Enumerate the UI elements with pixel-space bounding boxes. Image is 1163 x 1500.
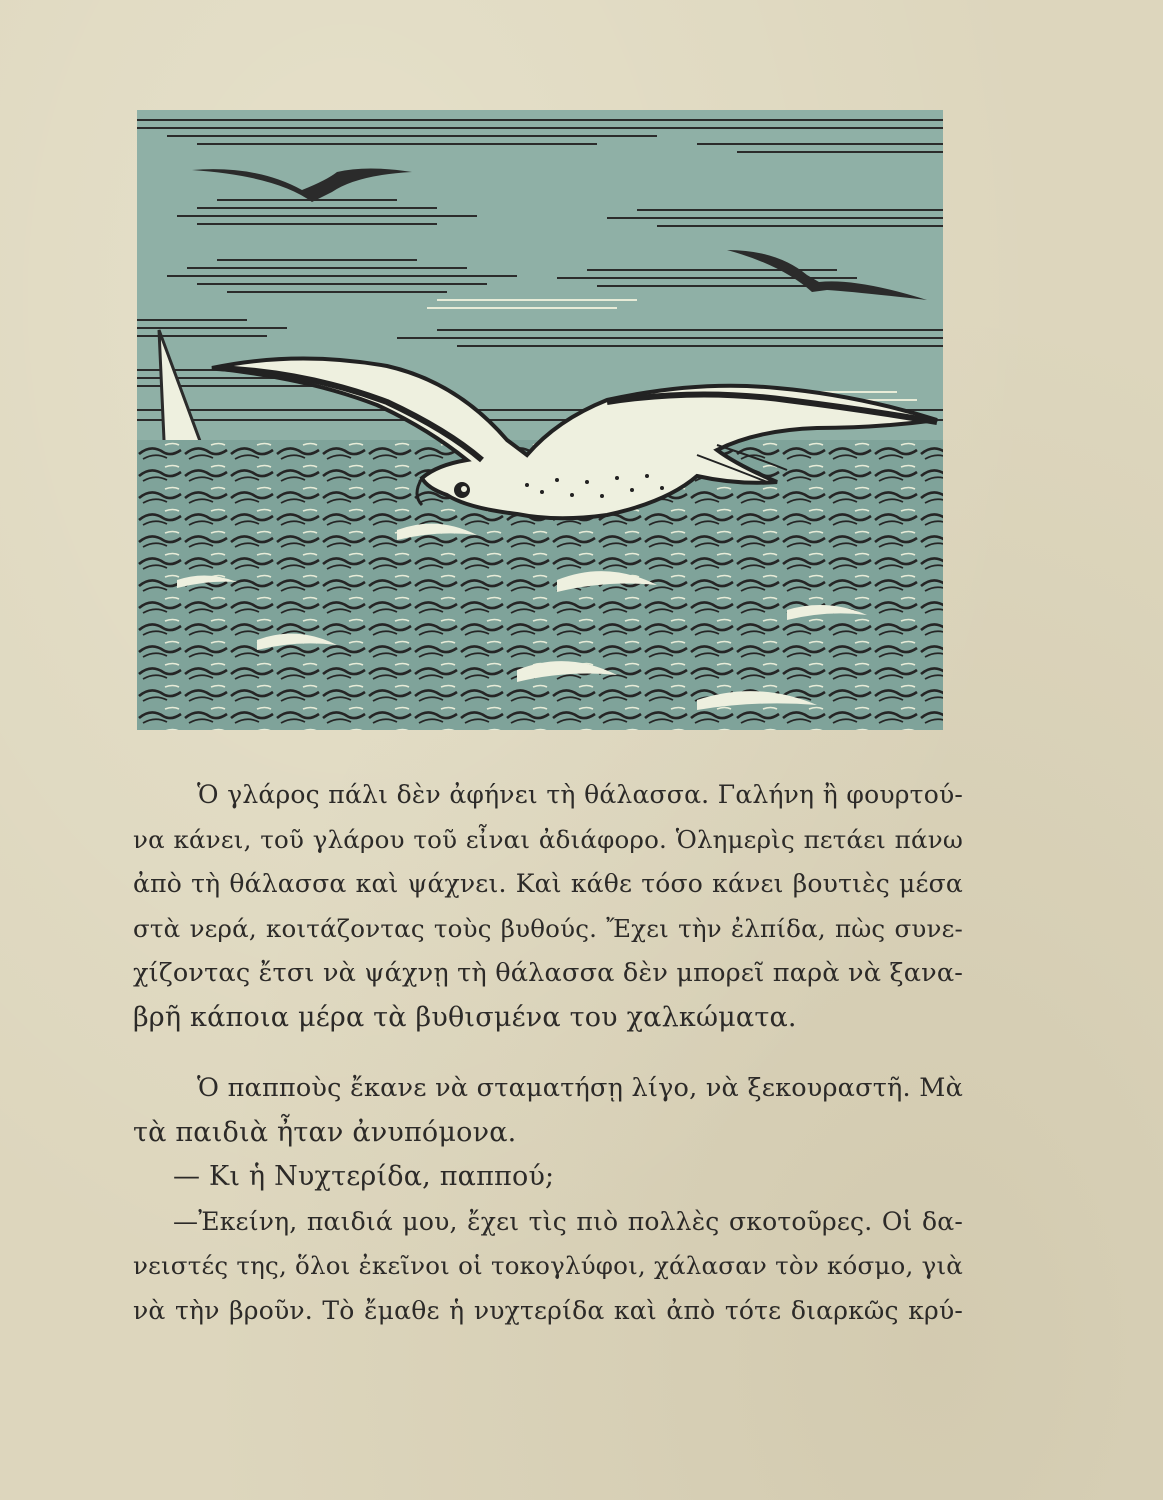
text-line: νὰ τὴν βροῦν. Τὸ ἔμαθε ἡ νυχτερίδα καὶ ἀπὸ τότε διαρκῶς κρύ-	[133, 1295, 963, 1325]
text-line: τὰ παιδιὰ ἦταν ἀνυπόμονα.	[133, 1116, 517, 1148]
paragraph-seagull	[133, 773, 963, 1040]
text-line: Ὁ παπποὺς ἔκανε νὰ σταματήσῃ λίγο, νὰ ξεκουραστῆ. Μὰ	[197, 1073, 963, 1103]
dialog-line: — Κι ἡ Νυχτερίδα, παππού;	[173, 1161, 555, 1192]
text-line: βρῆ κάποια μέρα τὰ βυθισμένα του χαλκώματα.	[133, 1001, 797, 1033]
text-line: να κάνει, τοῦ γλάρου τοῦ εἶναι ἀδιάφορο. Ὁλημερὶς πετάει πάνω	[133, 824, 963, 854]
seagull-illustration	[137, 110, 943, 730]
text-line: στὰ νερά, κοιτάζοντας τοὺς βυθούς. Ἔχει τὴν ἐλπίδα, πὼς συνε-	[133, 913, 963, 943]
text-line: ἀπὸ τὴ θάλασσα καὶ ψάχνει. Καὶ κάθε τόσο κάνει βουτιὲς μέσα	[133, 869, 963, 898]
text-line: νειστές της, ὅλοι ἐκεῖνοι οἱ τοκογλύφοι, χάλασαν τὸν κόσμο, γιὰ	[133, 1251, 963, 1280]
paragraph-grandfather	[133, 1066, 963, 1333]
text-line: —Ἐκείνη, παιδιά μου, ἔχει τὶς πιὸ πολλὲς σκοτοῦρες. Οἱ δα-	[173, 1206, 963, 1236]
text-line: χίζοντας ἔτσι νὰ ψάχνῃ τὴ θάλασσα δὲν μπορεῖ παρὰ νὰ ξανα-	[133, 958, 964, 988]
seagull-over-sea-woodcut	[137, 110, 943, 730]
text-line: Ὁ γλάρος πάλι δὲν ἀφήνει τὴ θάλασσα. Γαλήνη ἢ φουρτού-	[197, 780, 963, 809]
